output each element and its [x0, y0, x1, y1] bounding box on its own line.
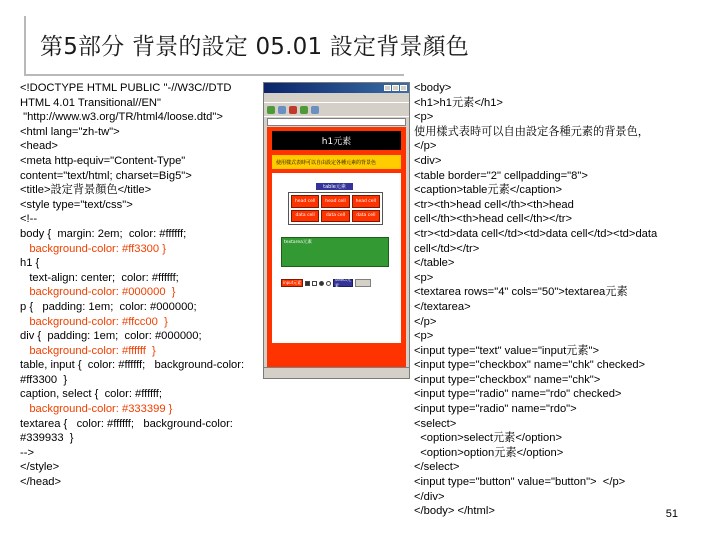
code-line: <table border="2" cellpadding="8"> [414, 169, 588, 182]
code-line: <tr><th>head cell</th><th>head [414, 198, 574, 211]
preview-form-controls [281, 277, 371, 289]
browser-status-bar [264, 367, 409, 378]
preview-button [355, 279, 371, 287]
back-icon [267, 106, 275, 114]
code-line: <input type="radio" name="rdo" checked> [414, 388, 622, 401]
code-line: background-color: #ffffff } [20, 344, 156, 357]
preview-head-cell: head cell [291, 195, 319, 208]
code-line: </p> [414, 315, 437, 328]
slide-title: 第5部分 背景的設定 05.01 設定背景顏色 [40, 34, 470, 60]
preview-paragraph: 使用樣式表時可以自由設定各種元素的背景色 [272, 155, 401, 169]
css-code-listing [20, 81, 244, 490]
code-line: 使用樣式表時可以自由設定各種元素的背景色， [414, 125, 649, 138]
stop-icon [289, 106, 297, 114]
title-accent-horizontal-rule [24, 74, 404, 76]
code-line: div { padding: 1em; color: #000000; [20, 330, 202, 343]
code-line: <body> [414, 82, 452, 94]
code-line: background-color: #000000 } [20, 286, 176, 299]
preview-data-cell: data cell [352, 210, 380, 223]
preview-h1: h1元素 [272, 131, 401, 150]
code-line: <p> [414, 330, 434, 343]
preview-select: select元素 [333, 279, 353, 287]
code-line: background-color: #333399 } [20, 403, 173, 416]
code-line: cell</th><th>head cell</th></tr> [414, 213, 572, 226]
browser-address-bar [264, 116, 409, 126]
code-line: </head> [20, 476, 62, 489]
code-line: </style> [20, 461, 60, 474]
code-line: <!-- [20, 213, 38, 226]
preview-head-cell: head cell [352, 195, 380, 208]
code-line: <div> [414, 154, 442, 167]
title-accent-vertical-rule [24, 16, 26, 76]
preview-head-cell: head cell [321, 195, 349, 208]
code-line: h1 { [20, 257, 40, 270]
preview-checkbox-checked [305, 281, 310, 286]
code-line: background-color: #ff3300 } [20, 242, 166, 255]
code-line: <caption>table元素</caption> [414, 184, 563, 197]
browser-preview-screenshot [263, 82, 410, 379]
code-line: <option>option元素</option> [414, 446, 564, 459]
code-line: #ff3300 } [20, 373, 68, 386]
preview-radio [326, 281, 331, 286]
code-line: HTML 4.01 Transitional//EN" [20, 96, 161, 109]
maximize-icon [392, 85, 399, 91]
browser-title-bar [264, 83, 409, 93]
code-line: </div> [414, 490, 445, 503]
code-line: cell</td></tr> [414, 242, 480, 255]
html-code-listing [414, 81, 657, 519]
code-line: </table> [414, 257, 455, 270]
minimize-icon [384, 85, 391, 91]
code-line: <p> [414, 271, 434, 284]
code-line: <head> [20, 140, 58, 153]
browser-toolbar [264, 102, 409, 116]
code-line: <input type="checkbox" name="chk"> [414, 373, 601, 386]
code-line: --> [20, 446, 34, 459]
page-number: 51 [665, 508, 678, 520]
preview-data-cell: data cell [291, 210, 319, 223]
code-line: #339933 } [20, 432, 74, 445]
code-line: </select> [414, 461, 460, 474]
code-line: <html lang="zh-tw"> [20, 125, 120, 138]
close-icon [400, 85, 407, 91]
preview-text-input: input元素 [283, 280, 302, 285]
preview-data-cell: data cell [321, 210, 349, 223]
code-line: text-align: center; color: #ffffff; [20, 271, 179, 284]
code-line: <tr><td>data cell</td><td>data cell</td><td>data [414, 227, 658, 240]
code-line: caption, select { color: #ffffff; [20, 388, 163, 401]
home-icon [311, 106, 319, 114]
code-line: "http://www.w3.org/TR/html4/loose.dtd"> [20, 111, 223, 124]
code-line: background-color: #ffcc00 } [20, 315, 168, 328]
preview-radio-checked [319, 281, 324, 286]
preview-table [288, 192, 383, 225]
code-line: <!DOCTYPE HTML PUBLIC "-//W3C//DTD [20, 82, 232, 94]
code-line: <option>select元素</option> [414, 432, 563, 445]
code-line: <textarea rows="4" cols="50">textarea元素 [414, 286, 628, 299]
code-line: table, input { color: #ffffff; background-color: [20, 359, 245, 372]
code-line: <h1>h1元素</h1> [414, 96, 503, 109]
preview-checkbox [312, 281, 317, 286]
forward-icon [278, 106, 286, 114]
code-line: </body> </html> [414, 505, 495, 518]
code-line: content="text/html; charset=Big5"> [20, 169, 192, 182]
code-line: <title>設定背景顏色</title> [20, 184, 152, 197]
code-line: <p> [414, 111, 434, 124]
code-line: p { padding: 1em; color: #000000; [20, 300, 197, 313]
code-line: </textarea> [414, 300, 471, 313]
browser-menu-bar [264, 93, 409, 102]
code-line: <input type="text" value="input元素"> [414, 344, 600, 357]
refresh-icon [300, 106, 308, 114]
preview-table-caption: table元素 [316, 183, 353, 190]
address-field [267, 118, 406, 126]
code-line: <meta http-equiv="Content-Type" [20, 154, 186, 167]
code-line: <input type="checkbox" name="chk" checked> [414, 359, 646, 372]
code-line: <input type="button" value="button"> </p> [414, 476, 626, 489]
preview-div [272, 173, 401, 343]
code-line: <select> [414, 417, 457, 430]
code-line: body { margin: 2em; color: #ffffff; [20, 227, 187, 240]
preview-textarea: textarea元素 [281, 237, 389, 267]
code-line: textarea { color: #ffffff; background-color: [20, 417, 233, 430]
code-line: <input type="radio" name="rdo"> [414, 403, 577, 416]
code-line: <style type="text/css"> [20, 198, 133, 211]
page-viewport [267, 127, 406, 367]
code-line: </p> [414, 140, 437, 153]
